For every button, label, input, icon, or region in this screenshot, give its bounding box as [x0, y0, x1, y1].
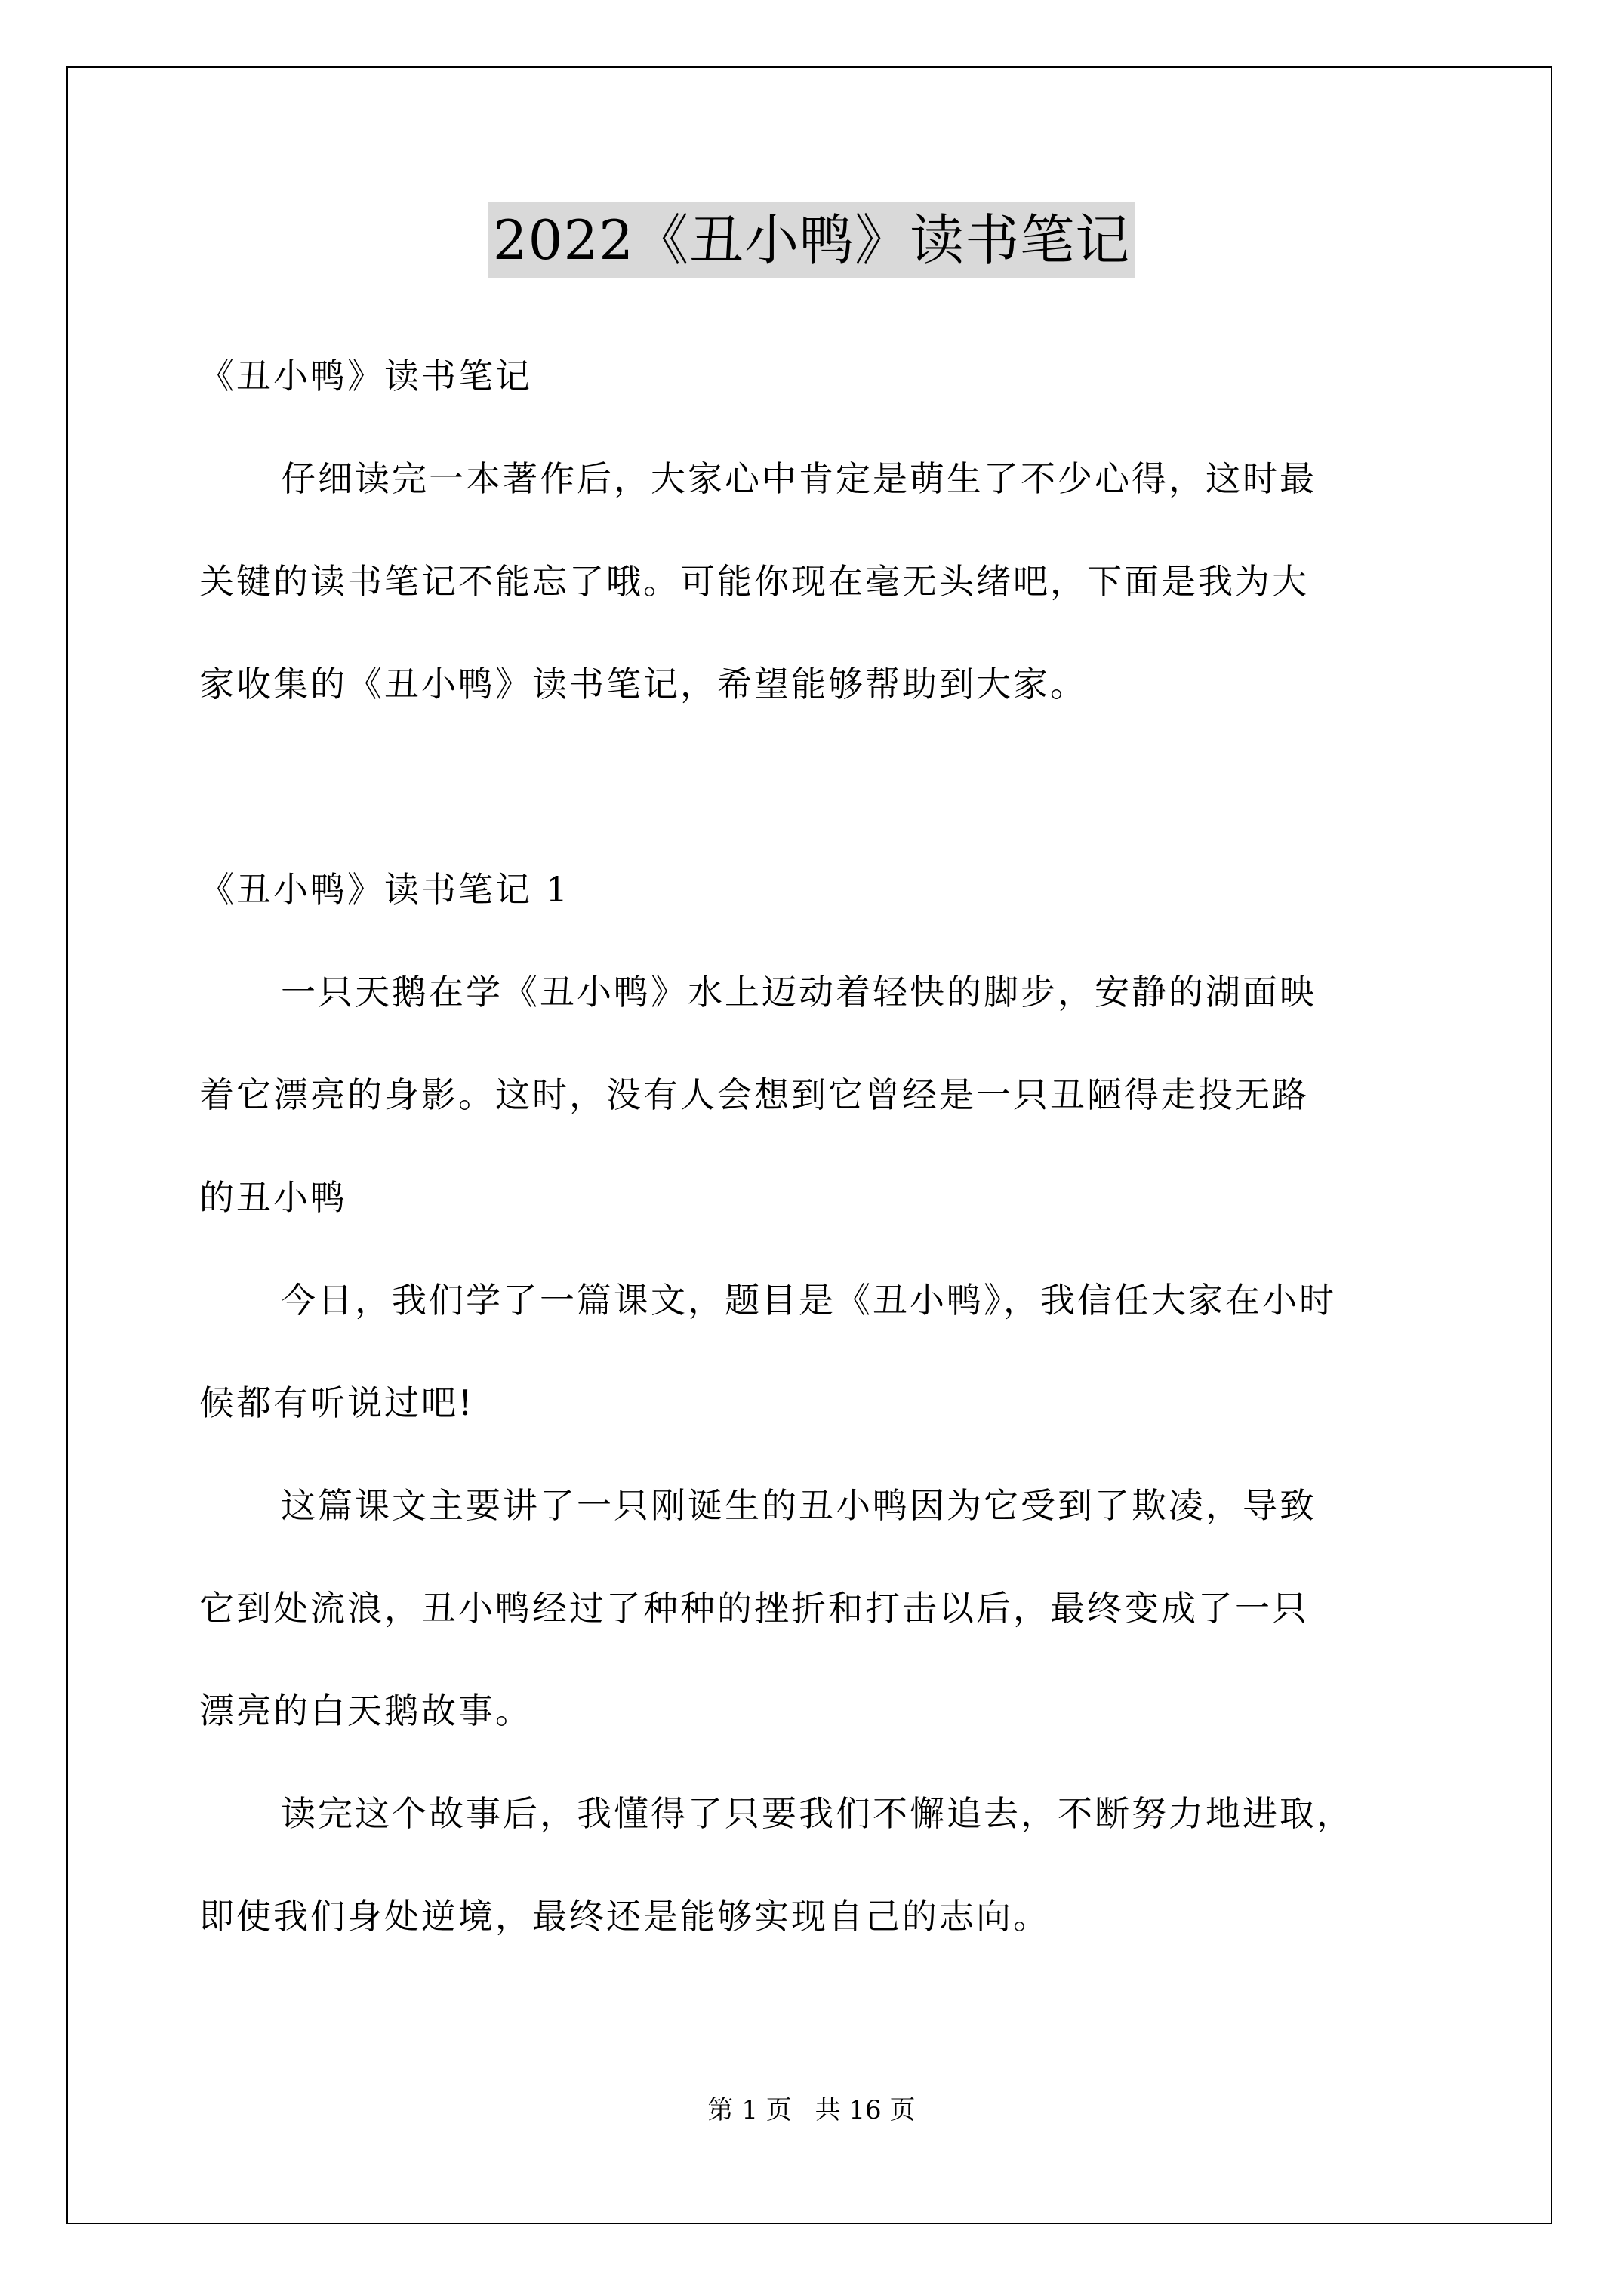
- body-paragraph-line: 今日，我们学了一篇课文，题目是《丑小鸭》，我信任大家在小时: [281, 1280, 1336, 1321]
- page-number: 第 1 页: [707, 2095, 792, 2125]
- page-total: 共 16 页: [815, 2095, 916, 2125]
- intro-paragraph-line: 仔细读完一本著作后，大家心中肯定是萌生了不少心得，这时最: [281, 458, 1317, 499]
- body-paragraph-line: 读完这个故事后，我懂得了只要我们不懈追去，不断努力地进取，: [281, 1793, 1354, 1834]
- body-paragraph-line: 漂亮的白天鹅故事。: [199, 1690, 532, 1731]
- section-heading: 《丑小鸭》读书笔记: [199, 356, 532, 396]
- body-paragraph-line: 一只天鹅在学《丑小鸭》水上迈动着轻快的脚步，安静的湖面映: [281, 972, 1317, 1012]
- paragraph-spacer: [199, 735, 1437, 838]
- page-footer: [0, 2091, 1623, 2129]
- body-paragraph-line: 这篇课文主要讲了一只刚诞生的丑小鸭因为它受到了欺凌，导致: [281, 1485, 1317, 1526]
- document-title: 2022《丑小鸭》读书笔记: [488, 202, 1135, 278]
- section-heading: 《丑小鸭》读书笔记 1: [199, 869, 570, 910]
- intro-paragraph-line: 关键的读书笔记不能忘了哦。可能你现在毫无头绪吧，下面是我为大: [199, 561, 1309, 602]
- title-container: [0, 202, 1623, 278]
- body-paragraph-line: 着它漂亮的身影。这时，没有人会想到它曾经是一只丑陋得走投无路: [199, 1074, 1309, 1115]
- document-body: [199, 325, 1437, 1968]
- intro-paragraph-line: 家收集的《丑小鸭》读书笔记，希望能够帮助到大家。: [199, 664, 1087, 704]
- body-paragraph-line: 的丑小鸭: [199, 1177, 347, 1218]
- body-paragraph-line: 候都有听说过吧!: [199, 1382, 475, 1423]
- body-paragraph-line: 它到处流浪，丑小鸭经过了种种的挫折和打击以后，最终变成了一只: [199, 1588, 1309, 1629]
- body-paragraph-line: 即使我们身处逆境，最终还是能够实现自己的志向。: [199, 1896, 1050, 1937]
